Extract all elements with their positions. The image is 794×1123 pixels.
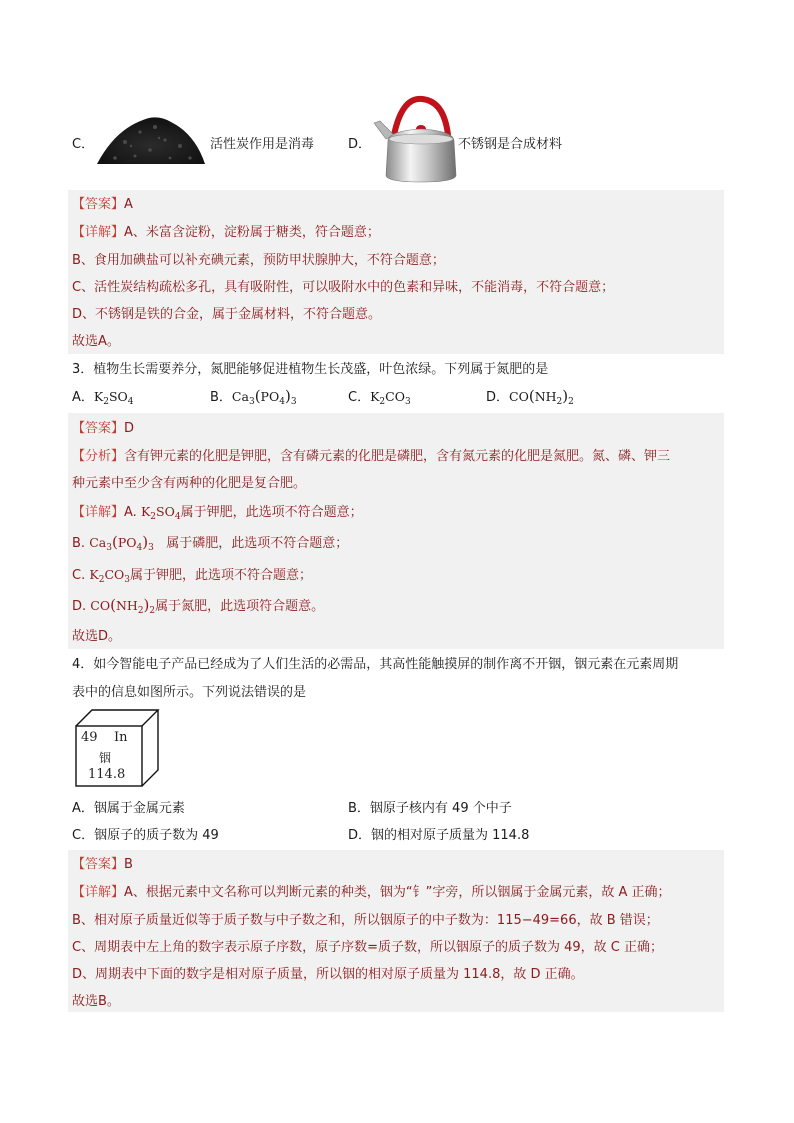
q4-stem-line-2: 表中的信息如图所示。下列说法错误的是: [72, 685, 307, 700]
analysis-tag: 【分析】: [72, 449, 125, 464]
detail-text: 属于氮肥，此选项符合题意。: [155, 599, 325, 614]
detail-prefix: D.: [72, 599, 87, 614]
analysis-text: 含有钾元素的化肥是钾肥，含有磷元素的化肥是磷肥，含有氮元素的化肥是氮肥。氮、磷、钾三: [124, 449, 671, 464]
activated-carbon-image: [95, 112, 207, 174]
answer-tag: 【答案】: [72, 421, 125, 436]
q3-option-a: [72, 386, 134, 407]
formula-k2so4: $K_2SO_4$: [140, 504, 181, 522]
q2-option-c-text: 活性炭作用是消毒: [210, 137, 315, 152]
option-label: B．: [210, 390, 232, 405]
q4-detail-line-b: B、相对原子质量近似等于质子数与中子数之和，所以铟原子的中子数为：115−49=66，故 B 错误；: [72, 913, 659, 928]
option-label: C．: [348, 390, 371, 405]
formula-ca3po4: $Ca_3(PO_4)_3$: [231, 387, 297, 407]
detail-text: A、米富含淀粉，淀粉属于糖类，符合题意；: [124, 225, 380, 240]
formula-urea: $CO(NH_2)_2$: [509, 387, 574, 407]
q3-stem: 3．植物生长需要养分，氮肥能够促进植物生长茂盛，叶色浓绿。下列属于氮肥的是: [72, 362, 549, 377]
q4-detail-line-a: [72, 881, 671, 900]
detail-tag: 【详解】: [72, 885, 125, 900]
q2-option-c-label: C．: [72, 137, 95, 152]
q4-conclusion: 故选B。: [72, 994, 120, 1009]
detail-prefix: B.: [72, 536, 86, 551]
q4-option-c: C．铟原子的质子数为 49: [72, 828, 219, 843]
answer-tag: 【答案】: [72, 857, 125, 872]
q4-detail-line-d: D、周期表中下面的数字是相对原子质量，所以铟的相对原子质量为 114.8，故 D 正确。: [72, 967, 584, 982]
formula-k2so4: $K_2SO_4$: [93, 389, 134, 407]
detail-tag: 【详解】: [72, 505, 125, 520]
detail-text: 属于钾肥，此选项不符合题意；: [129, 568, 312, 583]
q3-option-d: [486, 386, 574, 407]
q4-option-d: D．铟的相对原子质量为 114.8: [348, 828, 530, 843]
detail-tag: 【详解】: [72, 225, 125, 240]
detail-text: 属于钾肥，此选项不符合题意；: [180, 505, 363, 520]
q2-answer-line: [72, 193, 133, 212]
q4-answer-block: [68, 850, 724, 1012]
detail-text: 属于磷肥，此选项不符合题意；: [166, 536, 349, 551]
formula-urea: $CO(NH_2)_2$: [90, 596, 156, 616]
q2-detail-line-b: B、食用加碘盐可以补充碘元素，预防甲状腺肿大，不符合题意；: [72, 253, 445, 268]
detail-prefix: C.: [72, 568, 86, 583]
stainless-kettle-image: [372, 95, 464, 189]
q3-detail-d: [72, 595, 324, 616]
q2-detail-line-c: C、活性炭结构疏松多孔，具有吸附性，可以吸附水中的色素和异味，不能消毒，不符合题意；: [72, 280, 615, 295]
atomic-mass: 114.8: [88, 767, 126, 782]
q4-answer-line: [72, 853, 133, 872]
q3-answer-line: [72, 417, 134, 436]
formula-k2co3: $K_2CO_3$: [89, 567, 130, 585]
detail-prefix: A.: [124, 505, 137, 520]
atomic-number: 49: [81, 730, 98, 745]
q2-detail-line-a: [72, 221, 380, 240]
q3-detail-b: [72, 532, 348, 553]
answer-value: B: [124, 857, 133, 872]
q3-option-c: [348, 386, 411, 407]
q2-conclusion: 故选A。: [72, 334, 120, 349]
option-label: D．: [486, 390, 510, 405]
q2-answer-block: [68, 190, 724, 354]
formula-k2co3: $K_2CO_3$: [370, 389, 411, 407]
answer-value: A: [124, 197, 133, 212]
q3-conclusion: 故选D。: [72, 629, 122, 644]
detail-text: A、根据元素中文名称可以判断元素的种类，铟为“钅”字旁，所以铟属于金属元素，故 A 正确；: [124, 885, 671, 900]
q2-option-d-label: D．: [348, 137, 372, 152]
answer-tag: 【答案】: [72, 197, 125, 212]
element-symbol: In: [114, 730, 128, 745]
answer-value: D: [124, 421, 135, 436]
q4-detail-line-c: C、周期表中左上角的数字表示原子序数，原子序数=质子数，所以铟原子的质子数为 49，故 C 正确；: [72, 940, 663, 955]
q4-stem-line-1: 4．如今智能电子产品已经成为了人们生活的必需品，其高性能触摸屏的制作离不开铟，铟元素在元素周期: [72, 657, 679, 672]
q2-detail-line-d: D、不锈钢是铁的合金，属于金属材料，不符合题意。: [72, 307, 382, 322]
q3-detail-a: [72, 501, 363, 522]
q3-detail-c: [72, 564, 312, 585]
q3-analysis-line-1: [72, 445, 670, 464]
q4-option-b: B．铟原子核内有 49 个中子: [348, 801, 512, 816]
formula-ca3po4: $Ca_3(PO_4)_3$: [89, 533, 154, 553]
q2-option-d-text: 不锈钢是合成材料: [458, 137, 563, 152]
q4-option-a: A．铟属于金属元素: [72, 801, 185, 816]
element-cell-indium: [72, 707, 162, 789]
q3-option-b: [210, 386, 297, 407]
option-label: A．: [72, 390, 94, 405]
element-name: 铟: [99, 751, 112, 765]
q3-analysis-line-2: 种元素中至少含有两种的化肥是复合肥。: [72, 476, 307, 491]
